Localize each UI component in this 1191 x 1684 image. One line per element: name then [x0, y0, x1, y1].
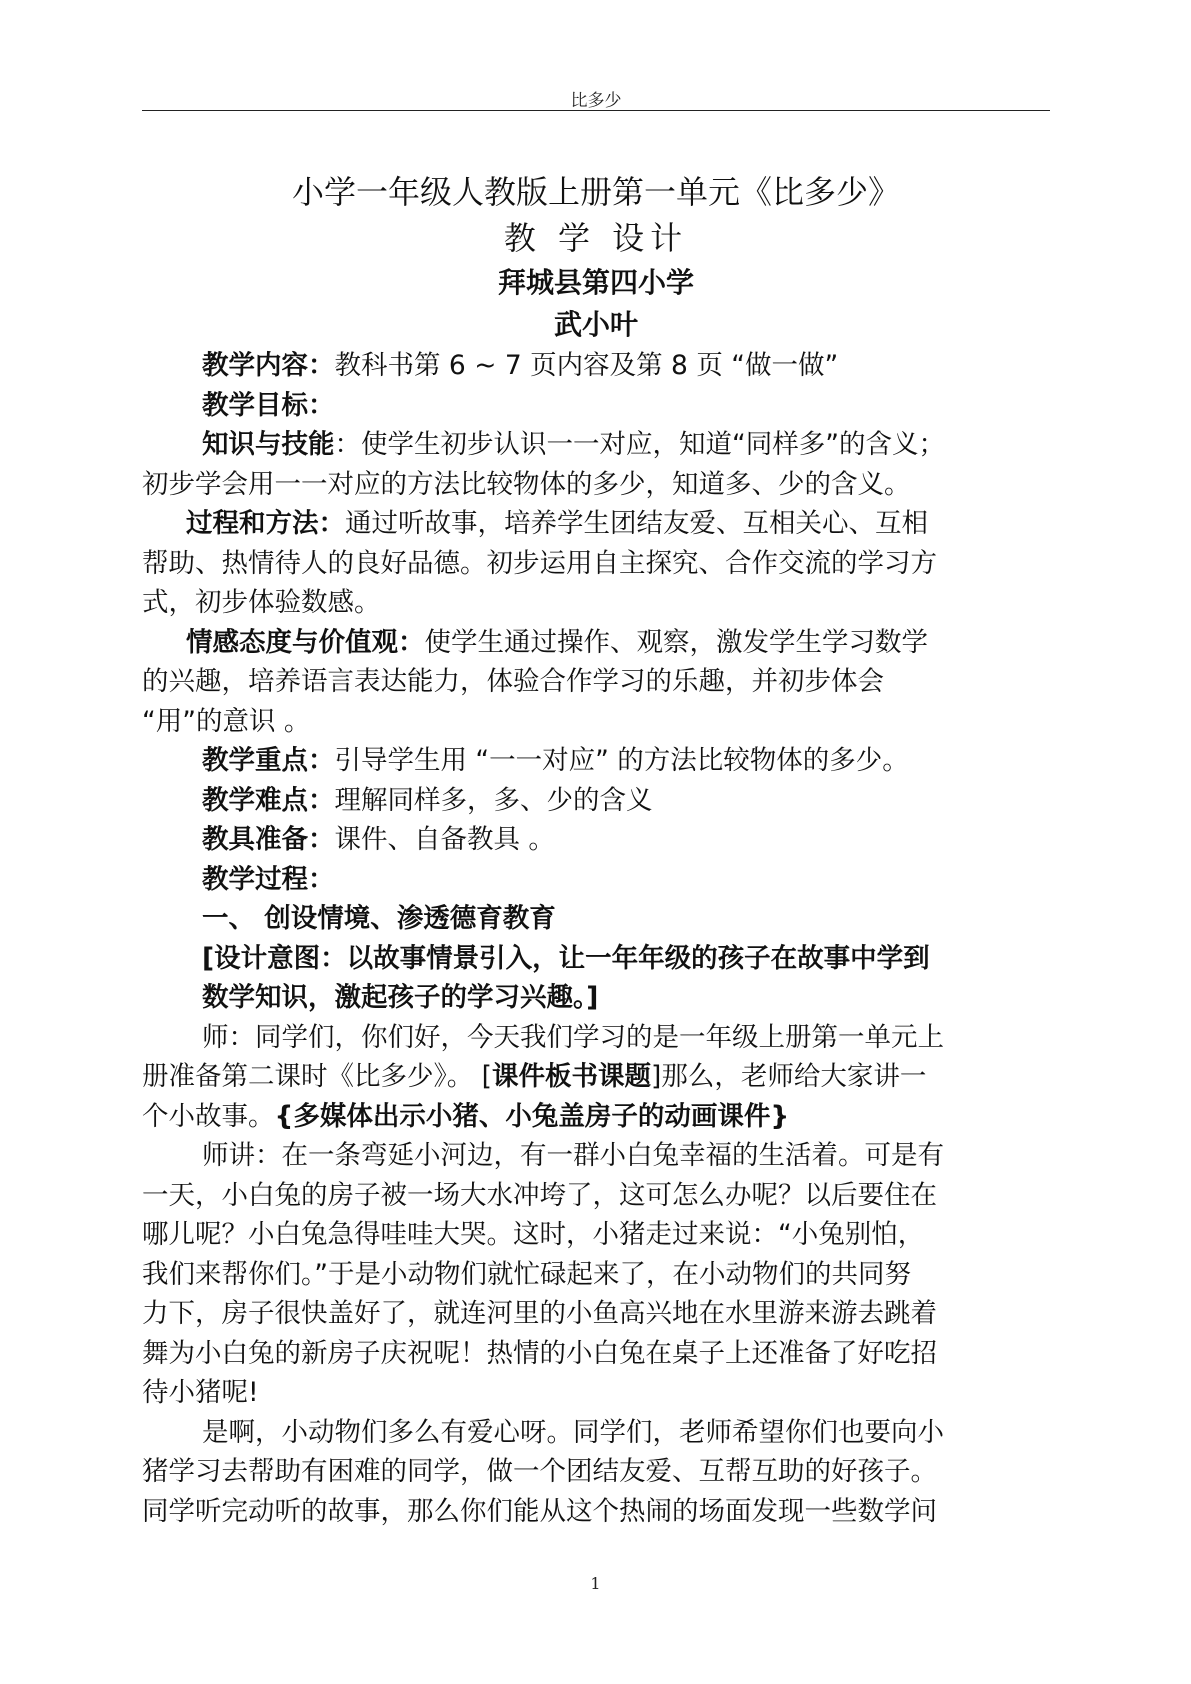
story-line-6: 舞为小白兔的新房子庆祝呢！热情的小白兔在桌子上还准备了好吃招	[142, 1337, 937, 1369]
teacher-line-3	[142, 1097, 1062, 1137]
teacher-line-1: 师：同学们，你们好，今天我们学习的是一年级上册第一单元上	[202, 1021, 944, 1053]
story-line-5: 力下，房子很快盖好了，就连河里的小鱼高兴地在水里游来游去跳着	[142, 1298, 937, 1329]
difficulty	[142, 781, 1062, 821]
closing-line-2: 猪学习去帮助有困难的同学，做一个团结友爱、互帮互助的好孩子。	[142, 1456, 937, 1487]
teacher-line-2-c: ]那么，老师给大家讲一	[651, 1061, 927, 1092]
knowledge-objective	[142, 425, 1062, 465]
materials-text: 课件、自备教具 。	[334, 824, 555, 855]
emotion-line-2: 的兴趣，培养语言表达能力，体验合作学习的乐趣，并初步体会	[142, 666, 884, 697]
knowledge-label: 知识与技能	[202, 429, 335, 460]
materials	[142, 820, 1062, 860]
multimedia-note: {多媒体出示小猪、小兔盖房子的动画课件}	[274, 1100, 790, 1132]
emotion-label: 情感态度与价值观：	[186, 626, 425, 658]
knowledge-line-2: 初步学会用一一对应的方法比较物体的多少，知道多、少的含义。	[142, 468, 911, 500]
emotion-line-1: 使学生通过操作、观察，激发学生学习数学	[424, 626, 928, 658]
story-line-3: 哪儿呢？小白兔急得哇哇大哭。这时，小猪走过来说：“小兔别怕，	[142, 1219, 925, 1250]
teaching-content	[142, 346, 1062, 386]
teacher-line-3-a: 个小故事。	[142, 1100, 275, 1132]
document-subtitle: 教 学 设计	[503, 219, 689, 257]
key-point-text: 引导学生用 “一一对应” 的方法比较物体的多少。	[334, 745, 909, 776]
courseware-note: 课件板书课题	[492, 1061, 652, 1092]
emotion-objective	[142, 623, 1062, 663]
header-rule	[142, 110, 1050, 111]
page-number: 1	[590, 1574, 601, 1593]
school-name: 拜城县第四小学	[497, 266, 694, 299]
key-point	[142, 741, 1062, 781]
section-1-title: 一、 创设情境、渗透德育教育	[202, 903, 556, 934]
process-line-3: 式，初步体验数感。	[142, 587, 381, 618]
materials-label: 教具准备：	[202, 824, 335, 855]
teacher-line-2-a: 册准备第二课时《比多少》。 [	[142, 1061, 493, 1092]
story-line-1: 师讲：在一条弯延小河边，有一群小白兔幸福的生活着。可是有	[202, 1140, 944, 1171]
difficulty-label: 教学难点：	[202, 784, 335, 816]
document-title: 小学一年级人教版上册第一单元《比多少》	[291, 173, 900, 211]
design-intent-line-2: 数学知识，激起孩子的学习兴趣。]	[202, 982, 599, 1013]
story-line-7: 待小猪呢!	[142, 1377, 259, 1408]
process-objective	[142, 504, 1062, 544]
teacher-line-2	[142, 1057, 1062, 1097]
page-header: 比多少	[570, 91, 622, 111]
objectives-heading: 教学目标：	[202, 389, 335, 421]
process-label: 过程和方法：	[186, 508, 345, 539]
process-heading: 教学过程：	[202, 863, 335, 895]
design-intent-line-1: [设计意图：以故事情景引入，让一年年级的孩子在故事中学到	[202, 942, 930, 974]
story-line-2: 一天，小白兔的房子被一场大水冲垮了，这可怎么办呢？以后要住在	[142, 1179, 937, 1211]
process-line-2: 帮助、热情待人的良好品德。初步运用自主探究、合作交流的学习方	[142, 547, 937, 579]
difficulty-text: 理解同样多，多、少的含义	[334, 784, 653, 816]
teaching-content-label: 教学内容：	[202, 350, 335, 381]
closing-line-3: 同学听完动听的故事，那么你们能从这个热闹的场面发现一些数学问	[142, 1495, 937, 1527]
story-line-4: 我们来帮你们。”于是小动物们就忙碌起来了，在小动物们的共同努	[142, 1258, 911, 1290]
emotion-line-3: “用”的意识 。	[142, 705, 311, 737]
closing-line-1: 是啊，小动物们多么有爱心呀。同学们，老师希望你们也要向小	[202, 1416, 944, 1448]
process-line-1: 通过听故事，培养学生团结友爱、互相关心、互相	[345, 508, 928, 539]
document-body	[142, 168, 1062, 1531]
author-name: 武小叶	[553, 308, 638, 341]
knowledge-line-1: ：使学生初步认识一一对应，知道“同样多”的含义；	[334, 429, 945, 460]
teaching-content-text: 教科书第 6 ~ 7 页内容及第 8 页 “做一做”	[334, 350, 839, 381]
key-point-label: 教学重点：	[202, 745, 335, 776]
